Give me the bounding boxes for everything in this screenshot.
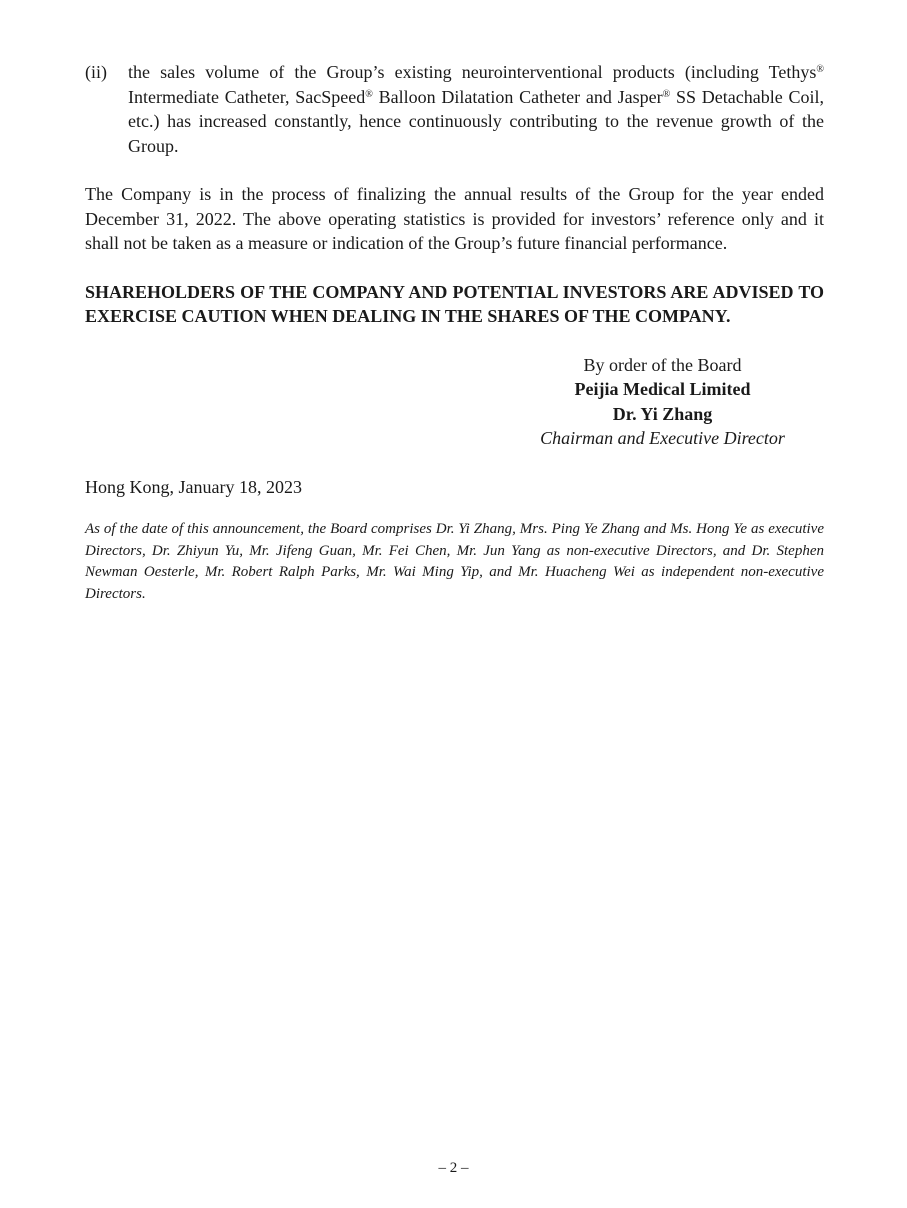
signature-name: Dr. Yi Zhang xyxy=(612,403,713,424)
signature-company: Peijia Medical Limited xyxy=(574,379,751,399)
registered-mark-sacspeed: ® xyxy=(365,88,373,100)
registered-mark-jasper: ® xyxy=(662,88,671,100)
list-item-ii xyxy=(85,60,824,158)
page-number: – 2 – xyxy=(438,1160,469,1176)
caution-warning: SHAREHOLDERS OF THE COMPANY AND POTENTIAL INVESTORS ARE ADVISED TO EXERCISE CAUTION WHEN DEALING IN THE SHARES OF THE COMPANY. xyxy=(85,281,824,326)
signature-block xyxy=(505,353,820,451)
registered-mark-tethys: ® xyxy=(816,64,824,75)
document-body xyxy=(85,60,824,620)
signature-title: Chairman and Executive Director xyxy=(540,428,785,448)
signature-order-line: By order of the Board xyxy=(583,354,742,375)
list-item-text-part3: Balloon Dilatation Catheter and Jasper xyxy=(372,86,663,107)
list-item-text-part2: Intermediate Catheter, SacSpeed xyxy=(128,86,366,107)
board-composition-note: As of the date of this announcement, the Board comprises Dr. Yi Zhang, Mrs. Ping Ye Zhang and Ms. Hong Ye as executive Directors, Dr. Zhiyun Yu, Mr. Jifeng Guan, Mr. Fei Chen, Mr. Jun Yang as non-executive Directors, and Dr. Stephen Newman Oesterle, Mr. Robert Ralph Parks, Mr. Wai Ming Yip, and Mr. Huacheng Wei as independent non-executive Directors. xyxy=(85,521,824,602)
list-item-text-part1: the sales volume of the Group’s existing neurointerventional products (including Tethys xyxy=(128,62,817,82)
list-item-number: (ii) xyxy=(85,62,107,82)
list-item-text xyxy=(128,60,824,158)
results-paragraph: The Company is in the process of finalizing the annual results of the Group for the year ended December 31, 2022. The above operating statistics is provided for investors’ reference only and it shall not be taken as a measure or indication of the Group’s future financial performance. xyxy=(85,184,824,253)
place-and-date: Hong Kong, January 18, 2023 xyxy=(85,476,302,497)
list-item-text-part4: SS Detachable Coil, etc.) has increased constantly, hence continuously contributing to the revenue growth of the Group. xyxy=(128,86,824,156)
